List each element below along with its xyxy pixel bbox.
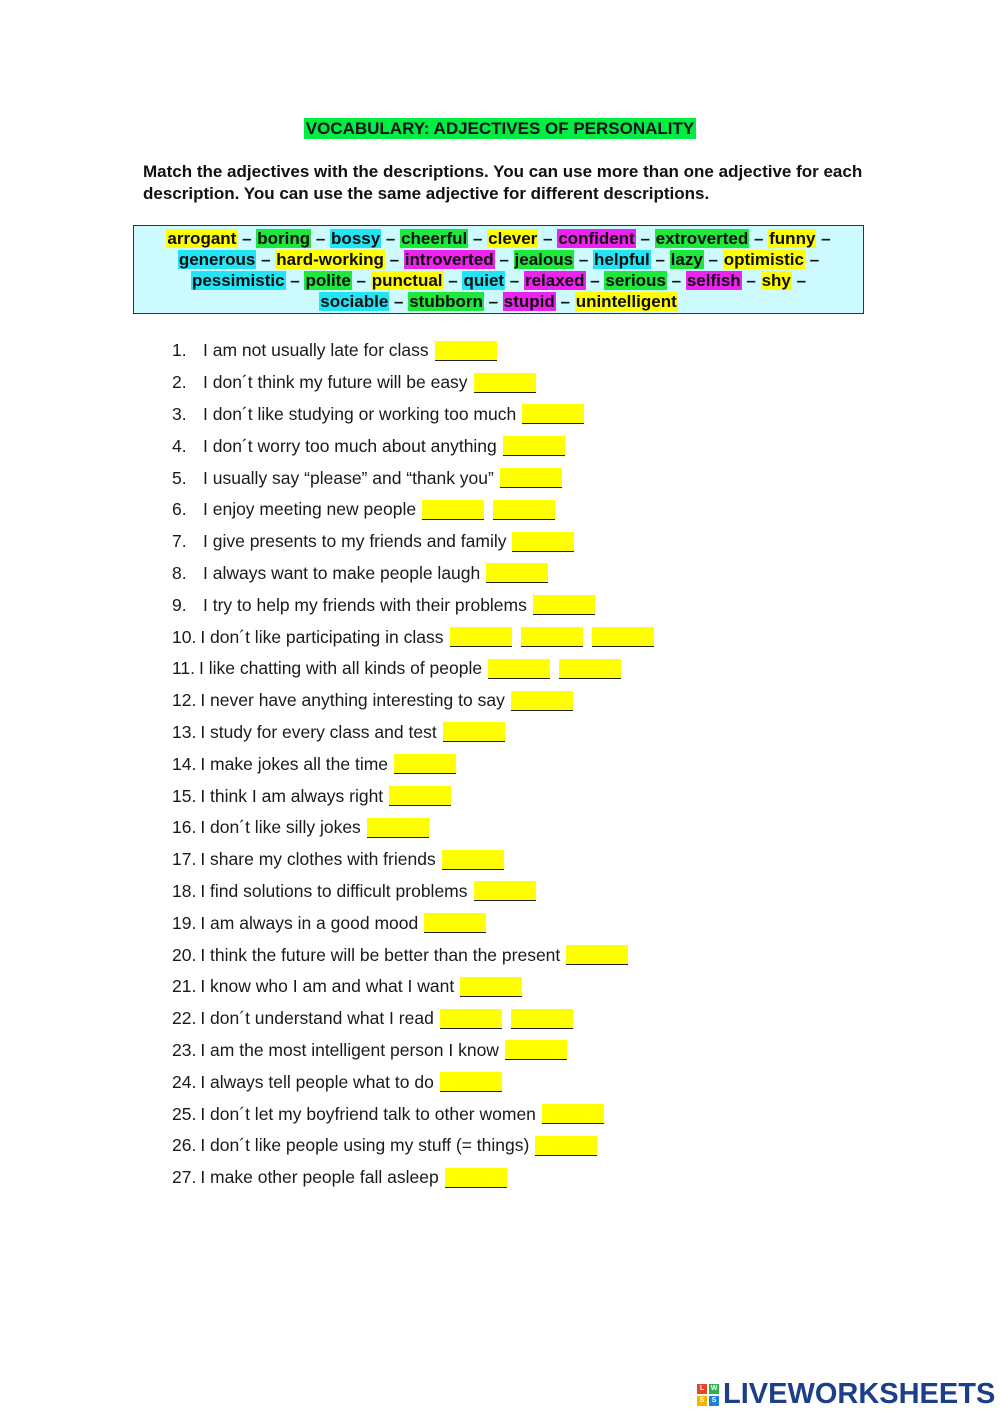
word-bank-word: lazy <box>670 250 703 269</box>
answer-blank[interactable] <box>450 627 512 647</box>
word-bank-word: stupid <box>503 292 555 311</box>
question-number: 21. <box>172 976 197 997</box>
word-separator: – <box>389 292 409 311</box>
question-text: I give presents to my friends and family <box>203 531 507 552</box>
answer-blank[interactable] <box>566 945 628 965</box>
question-item <box>172 1035 872 1067</box>
word-separator: – <box>585 271 605 290</box>
question-number: 24. <box>172 1071 197 1092</box>
word-separator: – <box>805 250 820 269</box>
answer-blank[interactable] <box>488 659 550 679</box>
word-separator: – <box>237 229 257 248</box>
word-bank-word: cheerful <box>401 229 468 248</box>
answer-blank[interactable] <box>505 1040 567 1060</box>
answer-blank[interactable] <box>511 691 573 711</box>
word-separator: – <box>749 229 769 248</box>
question-number: 12. <box>172 690 197 711</box>
word-separator: – <box>555 292 575 311</box>
question-item <box>172 1130 872 1162</box>
answer-blank[interactable] <box>442 850 504 870</box>
question-number: 18. <box>172 880 197 901</box>
word-separator: – <box>384 250 404 269</box>
answer-blank[interactable] <box>474 373 536 393</box>
word-bank-word: extroverted <box>655 229 749 248</box>
question-item <box>172 748 872 780</box>
question-item <box>172 717 872 749</box>
word-bank-line <box>134 291 863 312</box>
question-text: I don´t think my future will be easy <box>203 372 468 393</box>
question-number: 15. <box>172 785 197 806</box>
word-bank-word: clever <box>488 229 538 248</box>
answer-blank[interactable] <box>440 1009 502 1029</box>
answer-blank[interactable] <box>511 1009 573 1029</box>
word-separator: – <box>311 229 331 248</box>
question-number: 2. <box>172 372 187 393</box>
word-bank-word: generous <box>178 250 256 269</box>
logo-text: LIVEWORKSHEETS <box>723 1378 996 1410</box>
answer-blank[interactable] <box>367 818 429 838</box>
word-separator: – <box>443 271 463 290</box>
word-bank-word: relaxed <box>524 271 585 290</box>
word-bank-word: jealous <box>514 250 574 269</box>
question-item <box>172 558 872 590</box>
question-item <box>172 685 872 717</box>
question-text: I always tell people what to do <box>200 1071 434 1092</box>
question-item <box>172 844 872 876</box>
word-bank-word: funny <box>769 229 816 248</box>
word-bank-word: unintelligent <box>575 292 677 311</box>
question-number: 11. <box>172 658 196 679</box>
question-number: 26. <box>172 1135 197 1156</box>
question-text: I am not usually late for class <box>203 340 429 361</box>
question-number: 20. <box>172 944 197 965</box>
question-number: 23. <box>172 1039 197 1060</box>
answer-blank[interactable] <box>443 722 505 742</box>
question-number: 5. <box>172 467 187 488</box>
question-item <box>172 653 872 685</box>
word-separator: – <box>483 292 503 311</box>
word-bank-word: boring <box>257 229 311 248</box>
word-bank-line <box>134 228 863 249</box>
question-number: 25. <box>172 1103 197 1124</box>
question-text: I enjoy meeting new people <box>203 499 417 520</box>
question-item <box>172 462 872 494</box>
word-separator: – <box>816 229 831 248</box>
question-number: 8. <box>172 562 187 583</box>
answer-blank[interactable] <box>424 913 486 933</box>
word-separator: – <box>650 250 670 269</box>
question-item <box>172 367 872 399</box>
question-item <box>172 1162 872 1194</box>
question-item <box>172 335 872 367</box>
word-separator: – <box>574 250 594 269</box>
answer-blank[interactable] <box>460 977 522 997</box>
word-bank-line <box>134 270 863 291</box>
answer-blank[interactable] <box>521 627 583 647</box>
question-text: I don´t like people using my stuff (= things) <box>200 1135 530 1156</box>
question-text: I am always in a good mood <box>200 912 419 933</box>
question-text: I know who I am and what I want <box>200 976 455 997</box>
word-separator: – <box>703 250 723 269</box>
question-number: 14. <box>172 753 197 774</box>
question-text: I like chatting with all kinds of people <box>199 658 483 679</box>
question-text: I don´t let my boyfriend talk to other women <box>200 1103 536 1124</box>
question-text: I share my clothes with friends <box>200 849 436 870</box>
word-bank-word: hard-working <box>276 250 384 269</box>
answer-blank[interactable] <box>394 754 456 774</box>
question-text: I don´t like participating in class <box>200 626 444 647</box>
question-item <box>172 430 872 462</box>
question-text: I study for every class and test <box>200 721 437 742</box>
question-number: 3. <box>172 403 187 424</box>
word-bank-word: serious <box>605 271 666 290</box>
logo-mark-tile: L <box>697 1384 707 1394</box>
answer-blank[interactable] <box>493 500 555 520</box>
question-item <box>172 876 872 908</box>
answer-blank[interactable] <box>445 1168 507 1188</box>
question-text: I make jokes all the time <box>200 753 389 774</box>
question-item <box>172 780 872 812</box>
question-text: I usually say “please” and “thank you” <box>203 467 494 488</box>
question-text: I never have anything interesting to say <box>200 690 505 711</box>
word-bank-word: quiet <box>463 271 505 290</box>
question-number: 16. <box>172 817 197 838</box>
word-separator: – <box>505 271 524 290</box>
word-separator: – <box>791 271 807 290</box>
answer-blank[interactable] <box>592 627 654 647</box>
word-bank-word: selfish <box>686 271 741 290</box>
question-text: I am the most intelligent person I know <box>200 1039 499 1060</box>
word-bank-word: helpful <box>594 250 650 269</box>
word-separator: – <box>494 250 514 269</box>
question-item <box>172 1003 872 1035</box>
answer-blank[interactable] <box>422 500 484 520</box>
question-number: 17. <box>172 849 197 870</box>
word-bank <box>133 225 864 314</box>
question-number: 1. <box>172 340 187 361</box>
logo-mark-tile: W <box>710 1384 718 1392</box>
question-number: 4. <box>172 435 187 456</box>
word-separator: – <box>468 229 488 248</box>
worksheet-title: VOCABULARY: ADJECTIVES OF PERSONALITY <box>305 119 695 138</box>
question-list <box>172 335 872 1194</box>
question-item <box>172 971 872 1003</box>
word-bank-word: stubborn <box>409 292 483 311</box>
word-bank-word: bossy <box>331 229 381 248</box>
logo-mark-tile: S <box>697 1396 707 1406</box>
question-text: I always want to make people laugh <box>203 562 481 583</box>
word-bank-word: polite <box>305 271 351 290</box>
answer-blank[interactable] <box>474 881 536 901</box>
answer-blank[interactable] <box>559 659 621 679</box>
question-number: 22. <box>172 1008 197 1029</box>
answer-blank[interactable] <box>535 1136 597 1156</box>
question-text: I don´t worry too much about anything <box>203 435 497 456</box>
question-item <box>172 589 872 621</box>
word-separator: – <box>538 229 558 248</box>
question-text: I don´t like silly jokes <box>200 817 361 838</box>
word-separator: – <box>256 250 276 269</box>
word-bank-word: confident <box>558 229 635 248</box>
question-text: I try to help my friends with their problems <box>203 594 527 615</box>
question-item <box>172 621 872 653</box>
question-item <box>172 812 872 844</box>
word-bank-word: punctual <box>371 271 443 290</box>
answer-blank[interactable] <box>435 341 497 361</box>
word-bank-word: optimistic <box>723 250 804 269</box>
word-bank-word: arrogant <box>167 229 237 248</box>
question-number: 7. <box>172 531 187 552</box>
answer-blank[interactable] <box>389 786 451 806</box>
word-bank-word: sociable <box>320 292 389 311</box>
word-bank-line <box>134 249 863 270</box>
title-container <box>0 118 1000 139</box>
question-number: 19. <box>172 912 197 933</box>
question-text: I think I am always right <box>200 785 384 806</box>
word-separator: – <box>635 229 655 248</box>
question-item <box>172 939 872 971</box>
logo-mark-tile: S <box>709 1396 719 1406</box>
question-number: 10. <box>172 626 197 647</box>
word-bank-word: shy <box>761 271 791 290</box>
answer-blank[interactable] <box>503 436 565 456</box>
answer-blank[interactable] <box>500 468 562 488</box>
question-number: 27. <box>172 1167 197 1188</box>
question-item <box>172 1066 872 1098</box>
liveworksheets-logo-icon <box>697 1384 719 1406</box>
word-separator: – <box>285 271 305 290</box>
liveworksheets-logo[interactable] <box>697 1378 995 1411</box>
question-text: I don´t understand what I read <box>200 1008 434 1029</box>
question-item <box>172 1098 872 1130</box>
answer-blank[interactable] <box>512 532 574 552</box>
answer-blank[interactable] <box>440 1072 502 1092</box>
question-item <box>172 526 872 558</box>
question-item <box>172 494 872 526</box>
answer-blank[interactable] <box>533 595 595 615</box>
word-separator: – <box>381 229 401 248</box>
question-item <box>172 907 872 939</box>
word-bank-word: introverted <box>404 250 494 269</box>
word-separator: – <box>351 271 371 290</box>
question-number: 9. <box>172 594 187 615</box>
answer-blank[interactable] <box>522 404 584 424</box>
question-number: 13. <box>172 721 197 742</box>
question-text: I don´t like studying or working too much <box>203 403 517 424</box>
answer-blank[interactable] <box>542 1104 604 1124</box>
instructions: Match the adjectives with the descriptions. You can use more than one adjective for each description. You can use the same adjective for different descriptions. <box>143 162 863 203</box>
word-separator: – <box>741 271 761 290</box>
answer-blank[interactable] <box>486 563 548 583</box>
question-item <box>172 399 872 431</box>
word-separator: – <box>666 271 686 290</box>
question-text: I find solutions to difficult problems <box>200 880 468 901</box>
question-text: I make other people fall asleep <box>200 1167 439 1188</box>
question-text: I think the future will be better than the present <box>200 944 561 965</box>
word-bank-word: pessimistic <box>191 271 285 290</box>
question-number: 6. <box>172 499 187 520</box>
